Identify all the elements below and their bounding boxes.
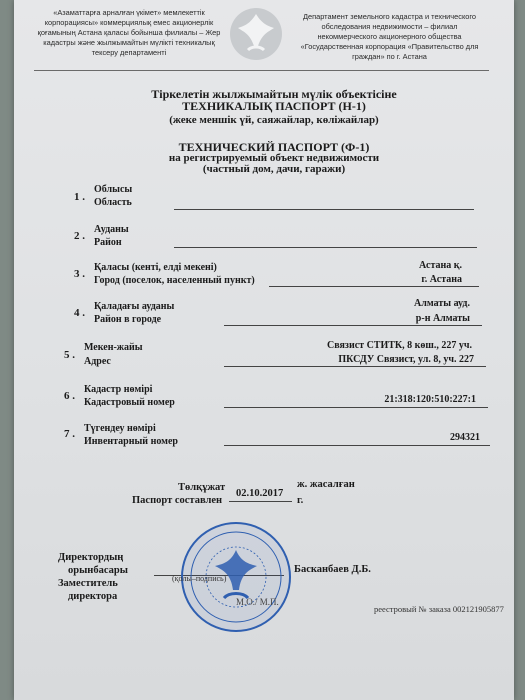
field-5-line [224,366,486,367]
field-5-label-kz: Мекен-жайы [84,342,143,353]
field-7-label-ru: Инвентарный номер [84,436,178,447]
field-4-label-ru: Район в городе [94,314,162,325]
field-4-line [224,325,482,326]
header-right-line: «Государственная корпорация «Правительство для [300,42,479,51]
signature-role-kz-1: Директордың [58,552,124,563]
stamp-place-label: М.О./ М.П. [236,597,279,607]
signature-role-kz-2: орынбасары [68,565,128,576]
field-3-value-kz: Астана қ. [419,260,462,271]
header-right-line: граждан» по г. Астана [352,52,427,61]
field-7-value-ru: 294321 [450,432,480,443]
signatory-name: Басканбаев Д.Б. [294,564,371,575]
header-divider [34,70,489,71]
field-1-line [174,209,474,210]
field-6-number: 6 . [64,390,75,402]
registry-order-note: реестровый № заказа 002121905877 [374,604,504,614]
field-6-label-kz: Кадастр нөмірі [84,384,153,395]
title-ru-line-2: на регистрируемый объект недвижимости [168,152,380,164]
field-6-line [224,407,488,408]
header-left-line: кадастры және жылжымайтын мүлікті техникалық [43,38,215,47]
field-7-number: 7 . [64,428,75,440]
title-kz-line-2: ТЕХНИКАЛЫҚ ПАСПОРТ (Н-1) [182,99,366,113]
field-4-value-ru: р-н Алматы [415,313,470,324]
title-ru-line-1: ТЕХНИЧЕСКИЙ ПАСПОРТ (Ф-1) [178,140,370,154]
field-5-number: 5 . [64,349,75,361]
compiled-date: 02.10.2017 [236,488,284,499]
title-kz-line-1: Тіркелетін жылжымайтын мүлік объектісіне [151,87,397,101]
compiled-suffix-ru: г. [297,495,304,506]
field-2-line [174,247,477,248]
field-3-label-kz: Қаласы (кенті, елді мекені) [94,262,217,273]
field-3-label-ru: Город (поселок, населенный пункт) [94,275,255,286]
field-3-number: 3 . [74,268,85,280]
field-1-number: 1 . [74,191,85,203]
field-3-value-ru: г. Астана [421,274,462,285]
header-left-line: корпорациясы» коммерциялық емес акционерлік [44,18,214,27]
title-kz-line-3: (жеке меншік үй, саяжайлар, көліжайлар) [169,114,379,126]
header-right-org [292,12,487,62]
field-4-value-kz: Алматы ауд. [414,298,470,309]
header-left-line: «Азаматтарға арналған үкімет» мемлекеттік [53,8,205,17]
passport-page [14,0,514,700]
compiled-label-ru: Паспорт составлен [132,495,223,506]
signature-caption: (қолы–подпись) [172,574,227,583]
field-4-label-kz: Қаладағы ауданы [94,301,175,312]
compiled-label-kz: Төлқұжат [178,482,226,493]
field-3-line [269,286,479,287]
field-2-number: 2 . [74,230,85,242]
field-5-label-ru: Адрес [84,356,111,367]
compiled-date-line [229,501,292,502]
field-1-label-kz: Облысы [94,184,133,195]
field-2-label-kz: Ауданы [94,224,129,235]
title-ru-line-3: (частный дом, дачи, гаражи) [202,163,346,175]
field-6-label-ru: Кадастровый номер [84,397,175,408]
compiled-suffix-kz: ж. жасалған [297,479,355,490]
field-7-line [224,445,490,446]
field-7-label-kz: Түгендеу нөмірі [84,423,156,434]
field-5-value-kz: Связист СТИТК, 8 көш., 227 уч. [327,340,472,351]
header-left-org [34,8,224,58]
field-5-value-ru: ПКСДУ Связист, ул. 8, уч. 227 [338,354,474,365]
header-left-line: қоғамының Астана қаласы бойынша филиалы – Жер [37,28,221,37]
field-6-value-ru: 21:318:120:510:227:1 [384,394,476,405]
field-1-label-ru: Область [94,197,132,208]
field-4-number: 4 . [74,307,85,319]
header-right-line: некоммерческого акционерного общества [317,32,462,41]
gov-corp-flower-logo-icon [228,6,284,62]
signature-role-ru-1: Заместитель [58,578,118,589]
header-left-line: тексеру департаменті [91,48,167,57]
signature-role-ru-2: директора [68,591,118,602]
header-right-line: обследования недвижимости – филиал [321,22,458,31]
field-2-label-ru: Район [94,237,122,248]
header-right-line: Департамент земельного кадастра и технического [302,12,477,21]
